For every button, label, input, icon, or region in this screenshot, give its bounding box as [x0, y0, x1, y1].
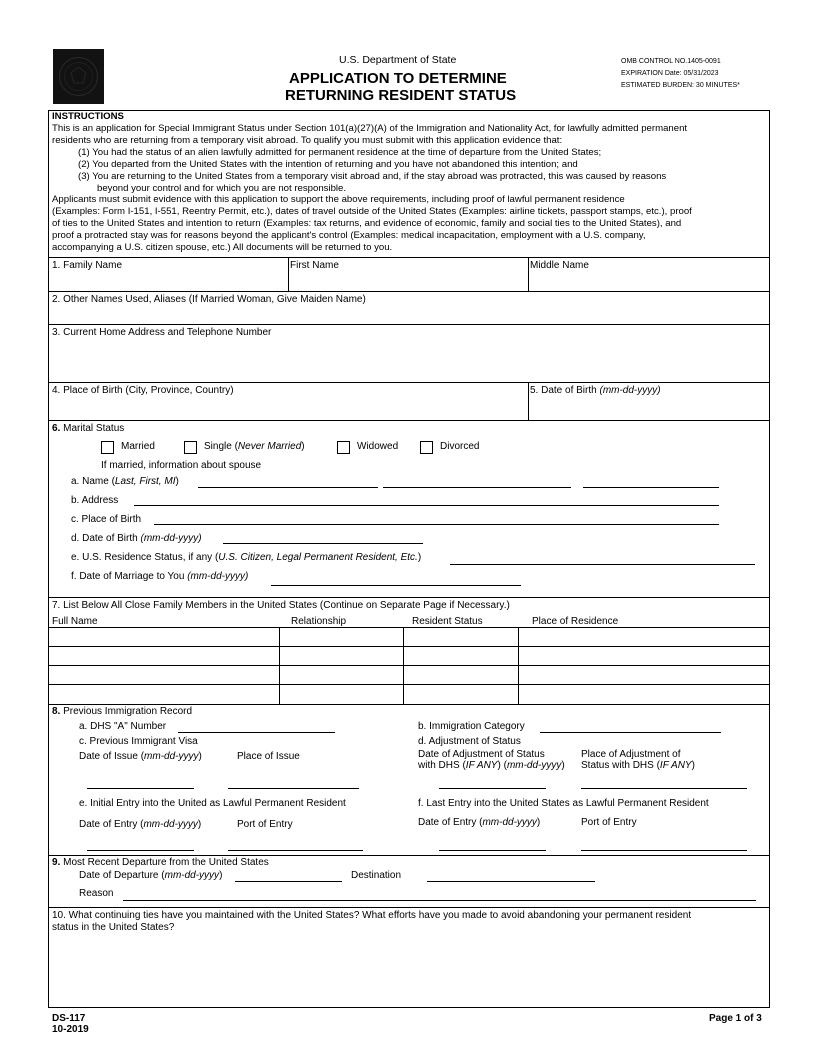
divider — [48, 257, 770, 258]
adjustment-place-label-line1: Place of Adjustment of — [581, 749, 681, 760]
spouse-name-label: a. Name (Last, First, MI) — [71, 476, 179, 487]
departure-date-field[interactable] — [235, 881, 342, 882]
initial-entry-port-field[interactable] — [228, 850, 363, 851]
omb-control-number: OMB CONTROL NO.1405-0091 — [621, 58, 721, 65]
spouse-mi-field[interactable] — [583, 487, 719, 488]
place-of-birth-field[interactable] — [50, 398, 526, 418]
place-of-birth-label: 4. Place of Birth (City, Province, Country) — [52, 385, 234, 396]
instructions-heading: INSTRUCTIONS — [52, 111, 124, 122]
spouse-last-name-field[interactable] — [198, 487, 378, 488]
reason-label: Reason — [79, 888, 114, 899]
recent-departure-label: 9. Most Recent Departure from the United States — [52, 857, 269, 868]
first-name-label: First Name — [290, 260, 339, 271]
adjustment-date-label-line1: Date of Adjustment of Status — [418, 749, 545, 760]
date-of-birth-label: 5. Date of Birth (mm-dd-yyyy) — [530, 385, 661, 396]
widowed-label: Widowed — [357, 441, 399, 452]
immigration-record-label: 8. Previous Immigration Record — [52, 706, 193, 717]
divider — [48, 907, 770, 908]
dhs-a-number-label: a. DHS "A" Number — [79, 721, 167, 732]
previous-visa-label: c. Previous Immigrant Visa — [79, 736, 198, 747]
date-of-birth-field[interactable] — [530, 398, 768, 418]
immigration-category-label: b. Immigration Category — [418, 721, 525, 732]
divider — [288, 257, 289, 291]
instructions-line: (3) You are returning to the United States from a temporary visit abroad and, if the stay abroad was protracted, this was caused by reasons — [78, 171, 667, 182]
departure-date-label: Date of Departure (mm-dd-yyyy) — [79, 870, 223, 881]
form-title-line2: RETURNING RESIDENT STATUS — [285, 87, 517, 104]
divider — [48, 704, 770, 705]
married-checkbox[interactable] — [101, 441, 114, 454]
family-member-name-cell[interactable] — [49, 647, 278, 664]
last-entry-port-label: Port of Entry — [581, 817, 637, 828]
spouse-address-label: b. Address — [71, 495, 119, 506]
continuing-ties-question-line2: status in the United States? — [52, 922, 175, 933]
instructions-line: of ties to the United States and intention to return (Examples: tax returns, and evidence of economic, family and social ties to the United States), and — [52, 218, 682, 229]
divider — [48, 597, 770, 598]
instructions-line: (2) You departed from the United States with the intention of returning and you have not abandoned this intention; and — [78, 159, 578, 170]
continuing-ties-answer-field[interactable] — [50, 936, 768, 1006]
marital-status-label: 6. Marital Status — [52, 423, 125, 434]
last-entry-date-label: Date of Entry (mm-dd-yyyy) — [418, 817, 541, 828]
place-of-issue-label: Place of Issue — [237, 751, 300, 762]
widowed-checkbox[interactable] — [337, 441, 350, 454]
other-names-label: 2. Other Names Used, Aliases (If Married Woman, Give Maiden Name) — [52, 294, 366, 305]
destination-label: Destination — [351, 870, 402, 881]
first-name-field[interactable] — [290, 273, 526, 289]
instructions-line: proof a protracted stay was for reasons beyond the applicant's control (Examples: medical incapacitation, employment with a U.S. company, — [52, 230, 646, 241]
single-label: Single (Never Married) — [204, 441, 305, 452]
instructions-line: (Examples: Form I-151, I-551, Reentry Permit, etc.), dates of travel outside of the United States (Examples: airline tickets, passport stamps, etc.), proof — [52, 206, 692, 217]
visa-issue-date-field[interactable] — [87, 788, 194, 789]
divorced-label: Divorced — [440, 441, 480, 452]
family-name-field[interactable] — [50, 273, 286, 289]
column-header-relationship: Relationship — [291, 616, 347, 627]
instructions-line: Applicants must submit evidence with this application to support the above requirements, including proof of lawful permanent residence — [52, 194, 625, 205]
spouse-birthplace-label: c. Place of Birth — [71, 514, 142, 525]
last-entry-label: f. Last Entry into the United States as Lawful Permanent Resident — [418, 798, 709, 809]
divider — [48, 855, 770, 856]
divider — [48, 420, 770, 421]
adjustment-date-label-line2: with DHS (IF ANY) (mm-dd-yyyy) — [418, 760, 565, 771]
spouse-residence-status-field[interactable] — [450, 564, 755, 565]
adjustment-place-field[interactable] — [581, 788, 747, 789]
spouse-dob-field[interactable] — [223, 543, 423, 544]
family-member-name-cell[interactable] — [49, 628, 278, 645]
form-number: DS-117 — [52, 1013, 86, 1024]
destination-field[interactable] — [427, 881, 595, 882]
family-member-name-cell[interactable] — [49, 666, 278, 683]
page-number: Page 1 of 3 — [709, 1013, 762, 1024]
divider — [528, 382, 529, 420]
table-rule — [403, 627, 404, 704]
adjustment-date-field[interactable] — [439, 788, 546, 789]
home-address-field[interactable] — [50, 340, 768, 380]
spouse-birthplace-field[interactable] — [154, 524, 719, 525]
instructions-line: beyond your control and for which you are not responsible. — [97, 183, 347, 194]
family-members-label: 7. List Below All Close Family Members in the United States (Continue on Separate Page if Necessary.) — [52, 600, 510, 611]
middle-name-field[interactable] — [530, 273, 768, 289]
continuing-ties-question-line1: 10. What continuing ties have you maintained with the United States? What efforts have you made to avoid abandoning your permanent resident — [52, 910, 692, 921]
instructions-line: accompanying a U.S. citizen spouse, etc.) All documents will be returned to you. — [52, 242, 393, 253]
expiration-date: EXPIRATION Date: 05/31/2023 — [621, 70, 719, 77]
divider — [48, 291, 770, 292]
form-revision: 10-2019 — [52, 1024, 89, 1035]
other-names-field[interactable] — [50, 307, 768, 323]
married-label: Married — [121, 441, 155, 452]
initial-entry-port-label: Port of Entry — [237, 819, 293, 830]
seal-emblem-icon — [53, 49, 104, 104]
table-rule — [279, 627, 280, 704]
form-title-line1: APPLICATION TO DETERMINE — [289, 70, 507, 87]
single-checkbox[interactable] — [184, 441, 197, 454]
dhs-a-number-field[interactable] — [178, 732, 335, 733]
reason-field[interactable] — [123, 900, 756, 901]
instructions-line: (1) You had the status of an alien lawfully admitted for permanent residence at the time of departure from the United States; — [78, 147, 602, 158]
department-seal — [53, 49, 104, 104]
last-entry-date-field[interactable] — [439, 850, 546, 851]
family-name-label: 1. Family Name — [52, 260, 123, 271]
instructions-line: This is an application for Special Immigrant Status under Section 101(a)(27)(A) of the Immigration and Nationality Act, for lawfully admitted permanent — [52, 123, 688, 134]
instructions-line: residents who are returning from a temporary visit abroad. To qualify you must submit with this application evidence that: — [52, 135, 563, 146]
middle-name-label: Middle Name — [530, 260, 589, 271]
spouse-info-label: If married, information about spouse — [101, 460, 262, 471]
department-name: U.S. Department of State — [339, 54, 457, 66]
column-header-full-name: Full Name — [52, 616, 98, 627]
spouse-dob-label: d. Date of Birth (mm-dd-yyyy) — [71, 533, 202, 544]
marriage-date-field[interactable] — [271, 585, 521, 586]
adjustment-of-status-label: d. Adjustment of Status — [418, 736, 521, 747]
divorced-checkbox[interactable] — [420, 441, 433, 454]
estimated-burden: ESTIMATED BURDEN: 30 MINUTES* — [621, 82, 740, 89]
column-header-resident-status: Resident Status — [412, 616, 483, 627]
immigration-category-field[interactable] — [540, 732, 721, 733]
family-member-name-cell[interactable] — [49, 685, 278, 703]
divider — [48, 382, 770, 383]
spouse-address-field[interactable] — [134, 505, 719, 506]
table-rule — [518, 627, 519, 704]
spouse-residence-status-label: e. U.S. Residence Status, if any (U.S. Citizen, Legal Permanent Resident, Etc.) — [71, 552, 422, 563]
visa-issue-place-field[interactable] — [228, 788, 359, 789]
initial-entry-date-label: Date of Entry (mm-dd-yyyy) — [79, 819, 202, 830]
last-entry-port-field[interactable] — [581, 850, 747, 851]
home-address-label: 3. Current Home Address and Telephone Number — [52, 327, 272, 338]
divider — [48, 324, 770, 325]
divider — [528, 257, 529, 291]
initial-entry-label: e. Initial Entry into the United as Lawful Permanent Resident — [79, 798, 346, 809]
adjustment-place-label-line2: Status with DHS (IF ANY) — [581, 760, 695, 771]
column-header-place-of-residence: Place of Residence — [532, 616, 619, 627]
initial-entry-date-field[interactable] — [87, 850, 194, 851]
date-of-issue-label: Date of Issue (mm-dd-yyyy) — [79, 751, 202, 762]
marriage-date-label: f. Date of Marriage to You (mm-dd-yyyy) — [71, 571, 249, 582]
spouse-first-name-field[interactable] — [383, 487, 571, 488]
